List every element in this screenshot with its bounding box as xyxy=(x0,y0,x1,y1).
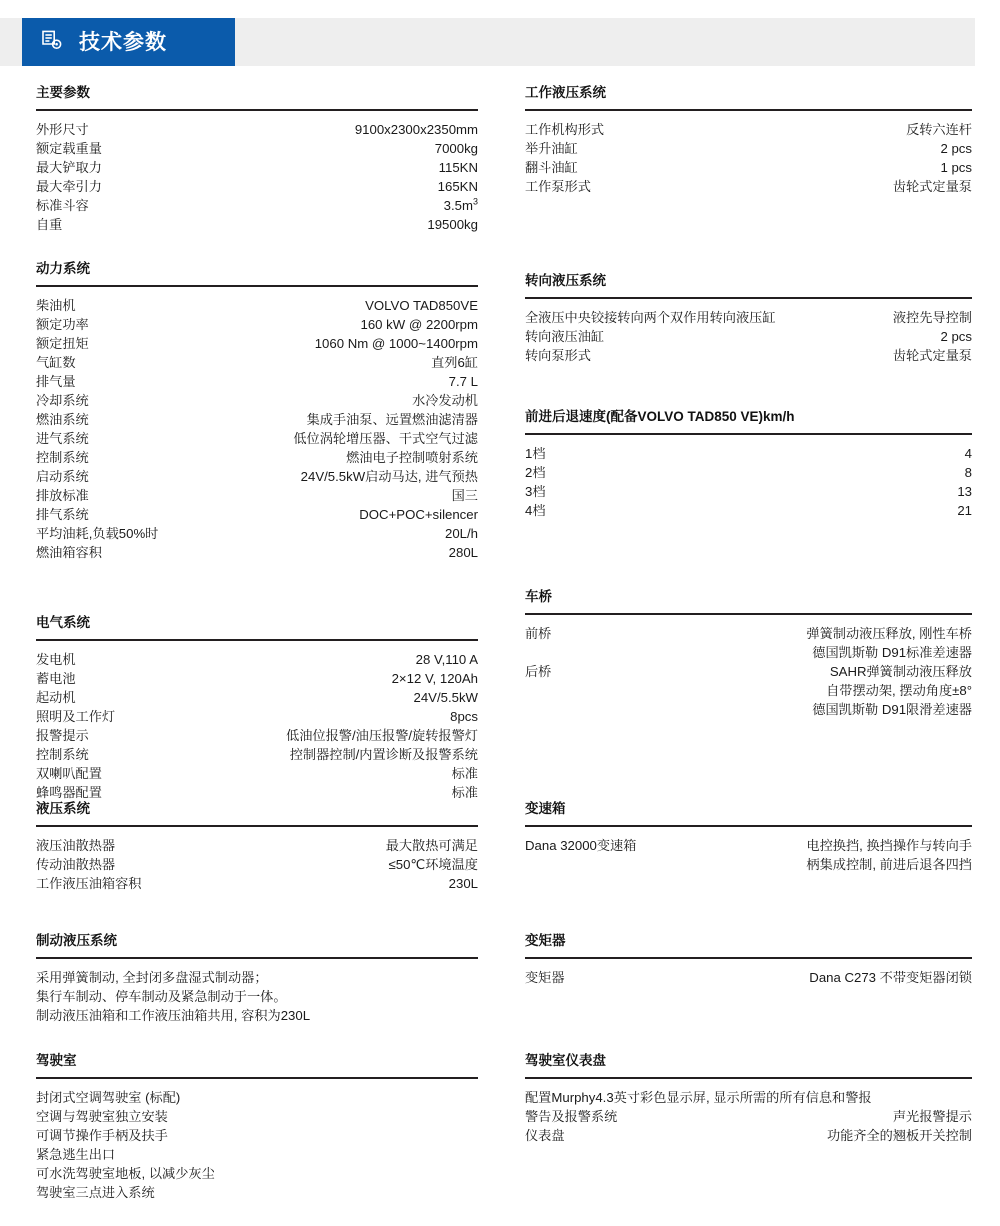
spec-row xyxy=(36,372,478,391)
section-rule xyxy=(525,109,972,111)
spec-section xyxy=(36,802,478,893)
spec-row xyxy=(36,139,478,158)
spec-row xyxy=(36,669,478,688)
spec-value: 280L xyxy=(448,544,478,560)
section-rule xyxy=(36,957,478,959)
spec-label: 2档 xyxy=(525,464,546,480)
spec-section xyxy=(525,1054,972,1145)
spec-row xyxy=(36,688,478,707)
spec-row xyxy=(525,662,972,681)
spec-label: 照明及工作灯 xyxy=(36,708,116,724)
spec-value: 13 xyxy=(957,483,972,499)
leader-dots xyxy=(76,689,414,702)
spec-row xyxy=(525,346,972,365)
spec-text-line: 紧急逃生出口 xyxy=(36,1146,116,1162)
leader-dots xyxy=(591,178,893,191)
leader-dots xyxy=(89,316,361,329)
leader-dots xyxy=(89,746,290,759)
leader-dots xyxy=(604,328,940,341)
leader-dots xyxy=(115,708,450,721)
spec-value: 功能齐全的翘板开关控制 xyxy=(826,1127,972,1143)
spec-value: 最大散热可满足 xyxy=(385,837,478,853)
leader-dots xyxy=(89,468,301,481)
spec-row xyxy=(36,315,478,334)
spec-value: 水冷发动机 xyxy=(412,392,478,408)
page-title: 技术参数 xyxy=(79,30,167,54)
spec-label: 燃油箱容积 xyxy=(36,544,102,560)
section-rule xyxy=(525,297,972,299)
spec-label: 警告及报警系统 xyxy=(525,1108,618,1124)
leader-dots xyxy=(76,354,432,367)
page-header-banner xyxy=(0,18,975,66)
spec-row xyxy=(525,158,972,177)
spec-text-line: 可水洗驾驶室地板, 以减少灰尘 xyxy=(36,1165,215,1181)
leader-dots xyxy=(115,856,388,869)
spec-row xyxy=(525,1126,972,1145)
spec-section xyxy=(525,274,972,365)
spec-value: Dana C273 不带变矩器闭锁 xyxy=(809,969,972,985)
leader-dots xyxy=(89,392,412,405)
spec-section xyxy=(36,934,478,1025)
header-title-block xyxy=(22,18,235,66)
spec-section xyxy=(525,802,972,874)
spec-row xyxy=(36,745,478,764)
spec-value: 19500kg xyxy=(427,216,478,232)
spec-row xyxy=(36,120,478,139)
section-rule xyxy=(36,285,478,287)
spec-value: 115KN xyxy=(438,159,478,175)
spec-value: 齿轮式定量泵 xyxy=(892,347,972,363)
spec-value: 低油位报警/油压报警/旋转报警灯 xyxy=(286,727,478,743)
leader-dots xyxy=(565,1127,827,1140)
section-rule xyxy=(36,825,478,827)
spec-value-continuation: 自带摆动架, 摆动角度±8° xyxy=(826,682,972,698)
spec-label: 额定功率 xyxy=(36,316,89,332)
spec-value: 反转六连杆 xyxy=(906,121,972,137)
section-heading: 车桥 xyxy=(525,589,552,604)
spec-value: 燃油电子控制喷射系统 xyxy=(346,449,478,465)
leader-dots xyxy=(76,297,366,310)
spec-row xyxy=(36,391,478,410)
leader-dots xyxy=(617,1108,893,1121)
spec-row xyxy=(525,501,972,520)
leader-dots xyxy=(578,140,941,153)
spec-label: 控制系统 xyxy=(36,449,89,465)
leader-dots xyxy=(102,544,449,557)
spec-label: 双喇叭配置 xyxy=(36,765,102,781)
leader-dots xyxy=(158,525,445,538)
leader-dots xyxy=(76,651,416,664)
section-rule xyxy=(525,957,972,959)
leader-dots xyxy=(76,373,449,386)
section-heading: 变速箱 xyxy=(525,801,566,816)
spec-section xyxy=(36,86,478,234)
spec-section xyxy=(36,616,478,802)
spec-row xyxy=(525,968,972,987)
spec-value: 液控先导控制 xyxy=(892,309,972,325)
spec-value: 电控换挡, 换挡操作与转向手 xyxy=(806,837,972,853)
leader-dots xyxy=(89,506,360,519)
spec-label: 平均油耗,负载50%时 xyxy=(36,525,159,541)
spec-value: 8 xyxy=(964,464,972,480)
spec-value: 2 pcs xyxy=(940,140,972,156)
leader-dots xyxy=(89,411,307,424)
section-rule xyxy=(36,1077,478,1079)
spec-section xyxy=(525,590,972,719)
spec-label: 发电机 xyxy=(36,651,76,667)
section-rule xyxy=(525,825,972,827)
spec-value: 2 pcs xyxy=(940,328,972,344)
spec-label: 全液压中央铰接转向两个双作用转向液压缸 xyxy=(525,309,776,325)
spec-value: 20L/h xyxy=(444,525,478,541)
spec-row xyxy=(36,158,478,177)
spec-value: 8pcs xyxy=(450,708,478,724)
spec-label: 排放标准 xyxy=(36,487,89,503)
spec-label: 最大铲取力 xyxy=(36,159,102,175)
spec-label: 3档 xyxy=(525,483,546,499)
leader-dots xyxy=(546,483,958,496)
spec-row xyxy=(525,463,972,482)
spec-row xyxy=(525,139,972,158)
spec-text-line: 封闭式空调驾驶室 (标配) xyxy=(36,1089,181,1105)
spec-value: 1060 Nm @ 1000~1400rpm xyxy=(314,335,478,351)
section-rule xyxy=(525,433,972,435)
spec-value: 230L xyxy=(448,875,478,891)
section-heading: 变矩器 xyxy=(525,933,566,948)
leader-dots xyxy=(578,159,941,172)
spec-label: 传动油散热器 xyxy=(36,856,116,872)
leader-dots xyxy=(102,765,452,778)
leader-dots xyxy=(565,969,810,982)
spec-label: 后桥 xyxy=(525,663,552,679)
spec-value: 直列6缸 xyxy=(431,354,478,370)
spec-row xyxy=(36,543,478,562)
spec-label: 控制系统 xyxy=(36,746,89,762)
spec-row xyxy=(525,327,972,346)
spec-label: 标准斗容 xyxy=(36,197,89,213)
spec-label: 蓄电池 xyxy=(36,670,76,686)
spec-row xyxy=(36,764,478,783)
spec-row xyxy=(36,467,478,486)
spec-value: ≤50℃环境温度 xyxy=(388,856,478,872)
leader-dots xyxy=(546,464,965,477)
spec-text-line: 驾驶室三点进入系统 xyxy=(36,1184,155,1200)
leader-dots xyxy=(76,670,392,683)
leader-dots xyxy=(62,216,427,229)
spec-label: 4档 xyxy=(525,502,546,518)
spec-row xyxy=(36,429,478,448)
spec-value: 7.7 L xyxy=(448,373,478,389)
spec-value-continuation: 德国凯斯勒 D91限滑差速器 xyxy=(812,701,972,717)
spec-row xyxy=(36,707,478,726)
leader-dots xyxy=(89,727,286,740)
spec-label: 工作机构形式 xyxy=(525,121,605,137)
spec-label: 燃油系统 xyxy=(36,411,89,427)
spec-value: $3.5m^3$ xyxy=(443,196,478,213)
spec-value: 165KN xyxy=(437,178,478,194)
spec-value: 低位涡轮增压器、干式空气过滤 xyxy=(293,430,478,446)
section-heading: 主要参数 xyxy=(36,85,90,100)
leader-dots xyxy=(89,335,315,348)
spec-value: 21 xyxy=(957,502,972,518)
spec-row xyxy=(525,624,972,643)
section-rule xyxy=(525,1077,972,1079)
spec-value: 24V/5.5kW xyxy=(413,689,478,705)
spec-section xyxy=(36,1054,478,1202)
spec-value: 160 kW @ 2200rpm xyxy=(360,316,478,332)
spec-row xyxy=(525,482,972,501)
spec-value: 声光报警提示 xyxy=(892,1108,972,1124)
spec-text-line: 集行车制动、停车制动及紧急制动于一体。 xyxy=(36,988,287,1004)
section-rule xyxy=(36,109,478,111)
spec-row xyxy=(36,874,478,893)
document-list-icon xyxy=(39,29,65,55)
spec-label: 蜂鸣器配置 xyxy=(36,784,102,800)
spec-section xyxy=(525,934,972,987)
section-heading: 电气系统 xyxy=(36,615,90,630)
section-heading: 驾驶室 xyxy=(36,1053,77,1068)
spec-label: 启动系统 xyxy=(36,468,89,484)
leader-dots xyxy=(89,197,444,210)
leader-dots xyxy=(89,449,346,462)
spec-row xyxy=(36,855,478,874)
spec-section xyxy=(36,262,478,562)
leader-dots xyxy=(115,837,386,850)
spec-label: 起动机 xyxy=(36,689,76,705)
spec-value: 齿轮式定量泵 xyxy=(892,178,972,194)
leader-dots xyxy=(89,487,452,500)
spec-label: 仪表盘 xyxy=(525,1127,565,1143)
leader-dots xyxy=(551,625,806,638)
section-heading: 制动液压系统 xyxy=(36,933,117,948)
spec-label: 排气系统 xyxy=(36,506,89,522)
spec-label: 翻斗油缸 xyxy=(525,159,578,175)
spec-label: 转向泵形式 xyxy=(525,347,591,363)
spec-value: 28 V,110 A xyxy=(415,651,478,667)
spec-row xyxy=(525,836,972,855)
spec-row xyxy=(36,215,478,234)
spec-value: DOC+POC+silencer xyxy=(359,506,478,522)
spec-section xyxy=(525,86,972,196)
spec-label: 柴油机 xyxy=(36,297,76,313)
leader-dots xyxy=(604,121,906,134)
spec-label: 液压油散热器 xyxy=(36,837,116,853)
leader-dots xyxy=(89,121,355,134)
spec-value: 9100x2300x2350mm xyxy=(354,121,478,137)
spec-value: 2×12 V, 120Ah xyxy=(391,670,478,686)
spec-row xyxy=(36,783,478,802)
spec-label: 外形尺寸 xyxy=(36,121,89,137)
spec-label: 冷却系统 xyxy=(36,392,89,408)
spec-label: 最大牵引力 xyxy=(36,178,102,194)
leader-dots xyxy=(89,430,294,443)
spec-value: 标准 xyxy=(451,765,478,781)
leader-dots xyxy=(102,178,438,191)
spec-row xyxy=(36,448,478,467)
spec-label: 工作液压油箱容积 xyxy=(36,875,142,891)
spec-label: 报警提示 xyxy=(36,727,89,743)
spec-label: 转向液压油缸 xyxy=(525,328,605,344)
leader-dots xyxy=(142,875,449,888)
spec-row xyxy=(36,177,478,196)
spec-value: 1 pcs xyxy=(940,159,972,175)
spec-row xyxy=(36,296,478,315)
spec-text-line: 制动液压油箱和工作液压油箱共用, 容积为230L xyxy=(36,1007,311,1023)
spec-section xyxy=(525,410,972,520)
leader-dots xyxy=(102,784,452,797)
leader-dots xyxy=(102,140,435,153)
spec-row xyxy=(525,1107,972,1126)
spec-row xyxy=(525,308,972,327)
section-heading: 前进后退速度(配备VOLVO TAD850 VE)km/h xyxy=(525,409,795,424)
spec-row xyxy=(36,410,478,429)
spec-value: 24V/5.5kW启动马达, 进气预热 xyxy=(300,468,478,484)
spec-label: 工作泵形式 xyxy=(525,178,591,194)
spec-row xyxy=(36,196,478,215)
leader-dots xyxy=(591,347,893,360)
section-heading: 工作液压系统 xyxy=(525,85,606,100)
spec-label: 自重 xyxy=(36,216,63,232)
section-heading: 转向液压系统 xyxy=(525,273,606,288)
section-heading: 驾驶室仪表盘 xyxy=(525,1053,606,1068)
spec-label: 排气量 xyxy=(36,373,76,389)
leader-dots xyxy=(546,502,958,515)
spec-value-continuation: 德国凯斯勒 D91标准差速器 xyxy=(812,644,972,660)
spec-text-line: 空调与驾驶室独立安装 xyxy=(36,1108,168,1124)
leader-dots xyxy=(102,159,439,172)
spec-value: 控制器控制/内置诊断及报警系统 xyxy=(289,746,478,762)
leader-dots xyxy=(551,663,829,676)
spec-row xyxy=(36,353,478,372)
spec-value-continuation: 柄集成控制, 前进后退各四挡 xyxy=(806,856,972,872)
spec-label: 1档 xyxy=(525,445,546,461)
spec-text-line: 采用弹簧制动, 全封闭多盘湿式制动器； xyxy=(36,969,268,985)
spec-row xyxy=(525,444,972,463)
spec-text-line: 配置Murphy4.3英寸彩色显示屏, 显示所需的所有信息和警报 xyxy=(525,1089,872,1105)
spec-value: VOLVO TAD850VE xyxy=(365,297,478,313)
spec-row xyxy=(36,334,478,353)
leader-dots xyxy=(776,309,893,322)
spec-row xyxy=(525,120,972,139)
spec-row xyxy=(36,505,478,524)
spec-row xyxy=(36,524,478,543)
spec-value: 标准 xyxy=(451,784,478,800)
spec-value: 弹簧制动液压释放, 刚性车桥 xyxy=(806,625,972,641)
section-heading: 动力系统 xyxy=(36,261,90,276)
leader-dots xyxy=(636,837,806,850)
spec-label: 额定扭矩 xyxy=(36,335,89,351)
spec-label: 变矩器 xyxy=(525,969,565,985)
spec-value: SAHR弹簧制动液压释放 xyxy=(829,663,972,679)
spec-text-line: 可调节操作手柄及扶手 xyxy=(36,1127,168,1143)
spec-row xyxy=(36,486,478,505)
spec-label: 进气系统 xyxy=(36,430,89,446)
spec-value: 4 xyxy=(964,445,972,461)
spec-row xyxy=(525,177,972,196)
spec-label: Dana 32000变速箱 xyxy=(525,837,637,853)
section-heading: 液压系统 xyxy=(36,801,90,816)
spec-value: 7000kg xyxy=(434,140,478,156)
spec-value: 国三 xyxy=(451,487,478,503)
spec-label: 前桥 xyxy=(525,625,552,641)
spec-row xyxy=(36,726,478,745)
spec-label: 气缸数 xyxy=(36,354,76,370)
section-rule xyxy=(36,639,478,641)
leader-dots xyxy=(546,445,965,458)
spec-row xyxy=(36,650,478,669)
section-rule xyxy=(525,613,972,615)
spec-label: 额定载重量 xyxy=(36,140,102,156)
spec-label: 举升油缸 xyxy=(525,140,578,156)
spec-value: 集成手油泵、远置燃油滤清器 xyxy=(306,411,478,427)
spec-row xyxy=(36,836,478,855)
